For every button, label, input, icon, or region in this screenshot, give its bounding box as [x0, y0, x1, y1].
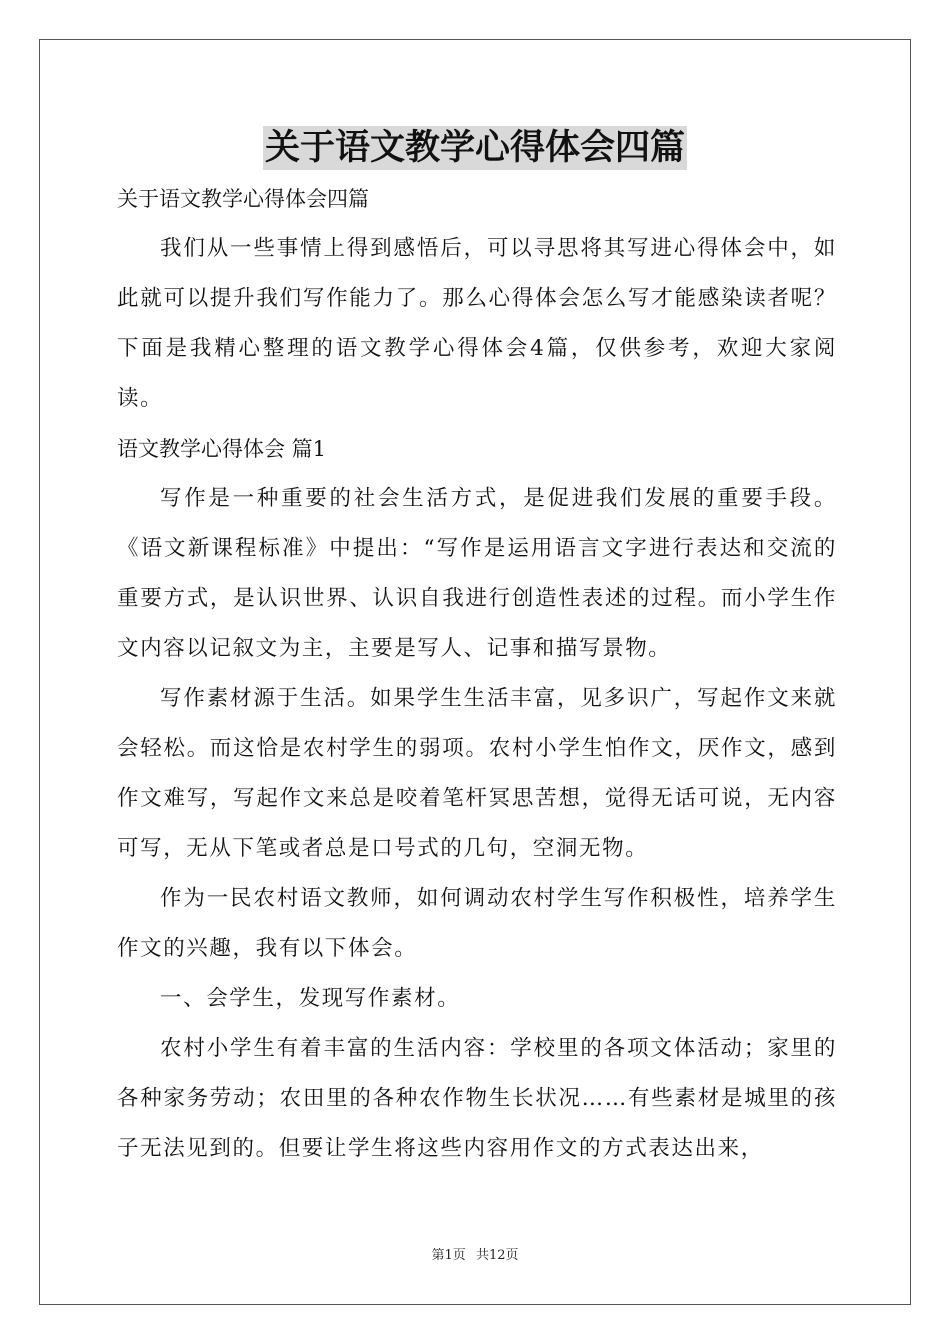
- total-pages: 共12页: [475, 1248, 519, 1263]
- title-container: [0, 126, 950, 170]
- body-paragraph: 一、会学生，发现写作素材。: [160, 986, 461, 1011]
- body-paragraph: 作为一民农村语文教师，如何调动农村学生写作积极性，培养学生作文的兴趣，我有以下体会。: [117, 886, 837, 961]
- intro-paragraph: 我们从一些事情上得到感悟后，可以寻思将其写进心得体会中，如此就可以提升我们写作能力了。那么心得体会怎么写才能感染读者呢？下面是我精心整理的语文教学心得体会4篇，仅供参考，欢迎大家阅读。: [117, 236, 837, 411]
- document-title: 关于语文教学心得体会四篇: [264, 127, 685, 168]
- section-heading: 语文教学心得体会 篇1: [117, 437, 327, 461]
- page-number: 第1页: [431, 1248, 466, 1263]
- body-paragraph: 写作素材源于生活。如果学生生活丰富，见多识广，写起作文来就会轻松。而这恰是农村学生的弱项。农村小学生怕作文，厌作文，感到作文难写，写起作文来总是咬着笔杆冥思苦想，觉得无话可说，无内容可写，无从下笔或者总是口号式的几句，空洞无物。: [117, 686, 837, 861]
- page-footer: [0, 1244, 950, 1263]
- document-body: [117, 174, 837, 1174]
- body-paragraph: 农村小学生有着丰富的生活内容：学校里的各项文体活动；家里的各种家务劳动；农田里的各种农作物生长状况……有些素材是城里的孩子无法见到的。但要让学生将这些内容用作文的方式表达出来，: [117, 1036, 837, 1161]
- body-paragraph: 写作是一种重要的社会生活方式，是促进我们发展的重要手段。《语文新课程标准》中提出：“写作是运用语言文字进行表达和交流的重要方式，是认识世界、认识自我进行创造性表述的过程。而小学生作文内容以记叙文为主，主要是写人、记事和描写景物。: [117, 486, 837, 661]
- document-subtitle: 关于语文教学心得体会四篇: [117, 187, 369, 211]
